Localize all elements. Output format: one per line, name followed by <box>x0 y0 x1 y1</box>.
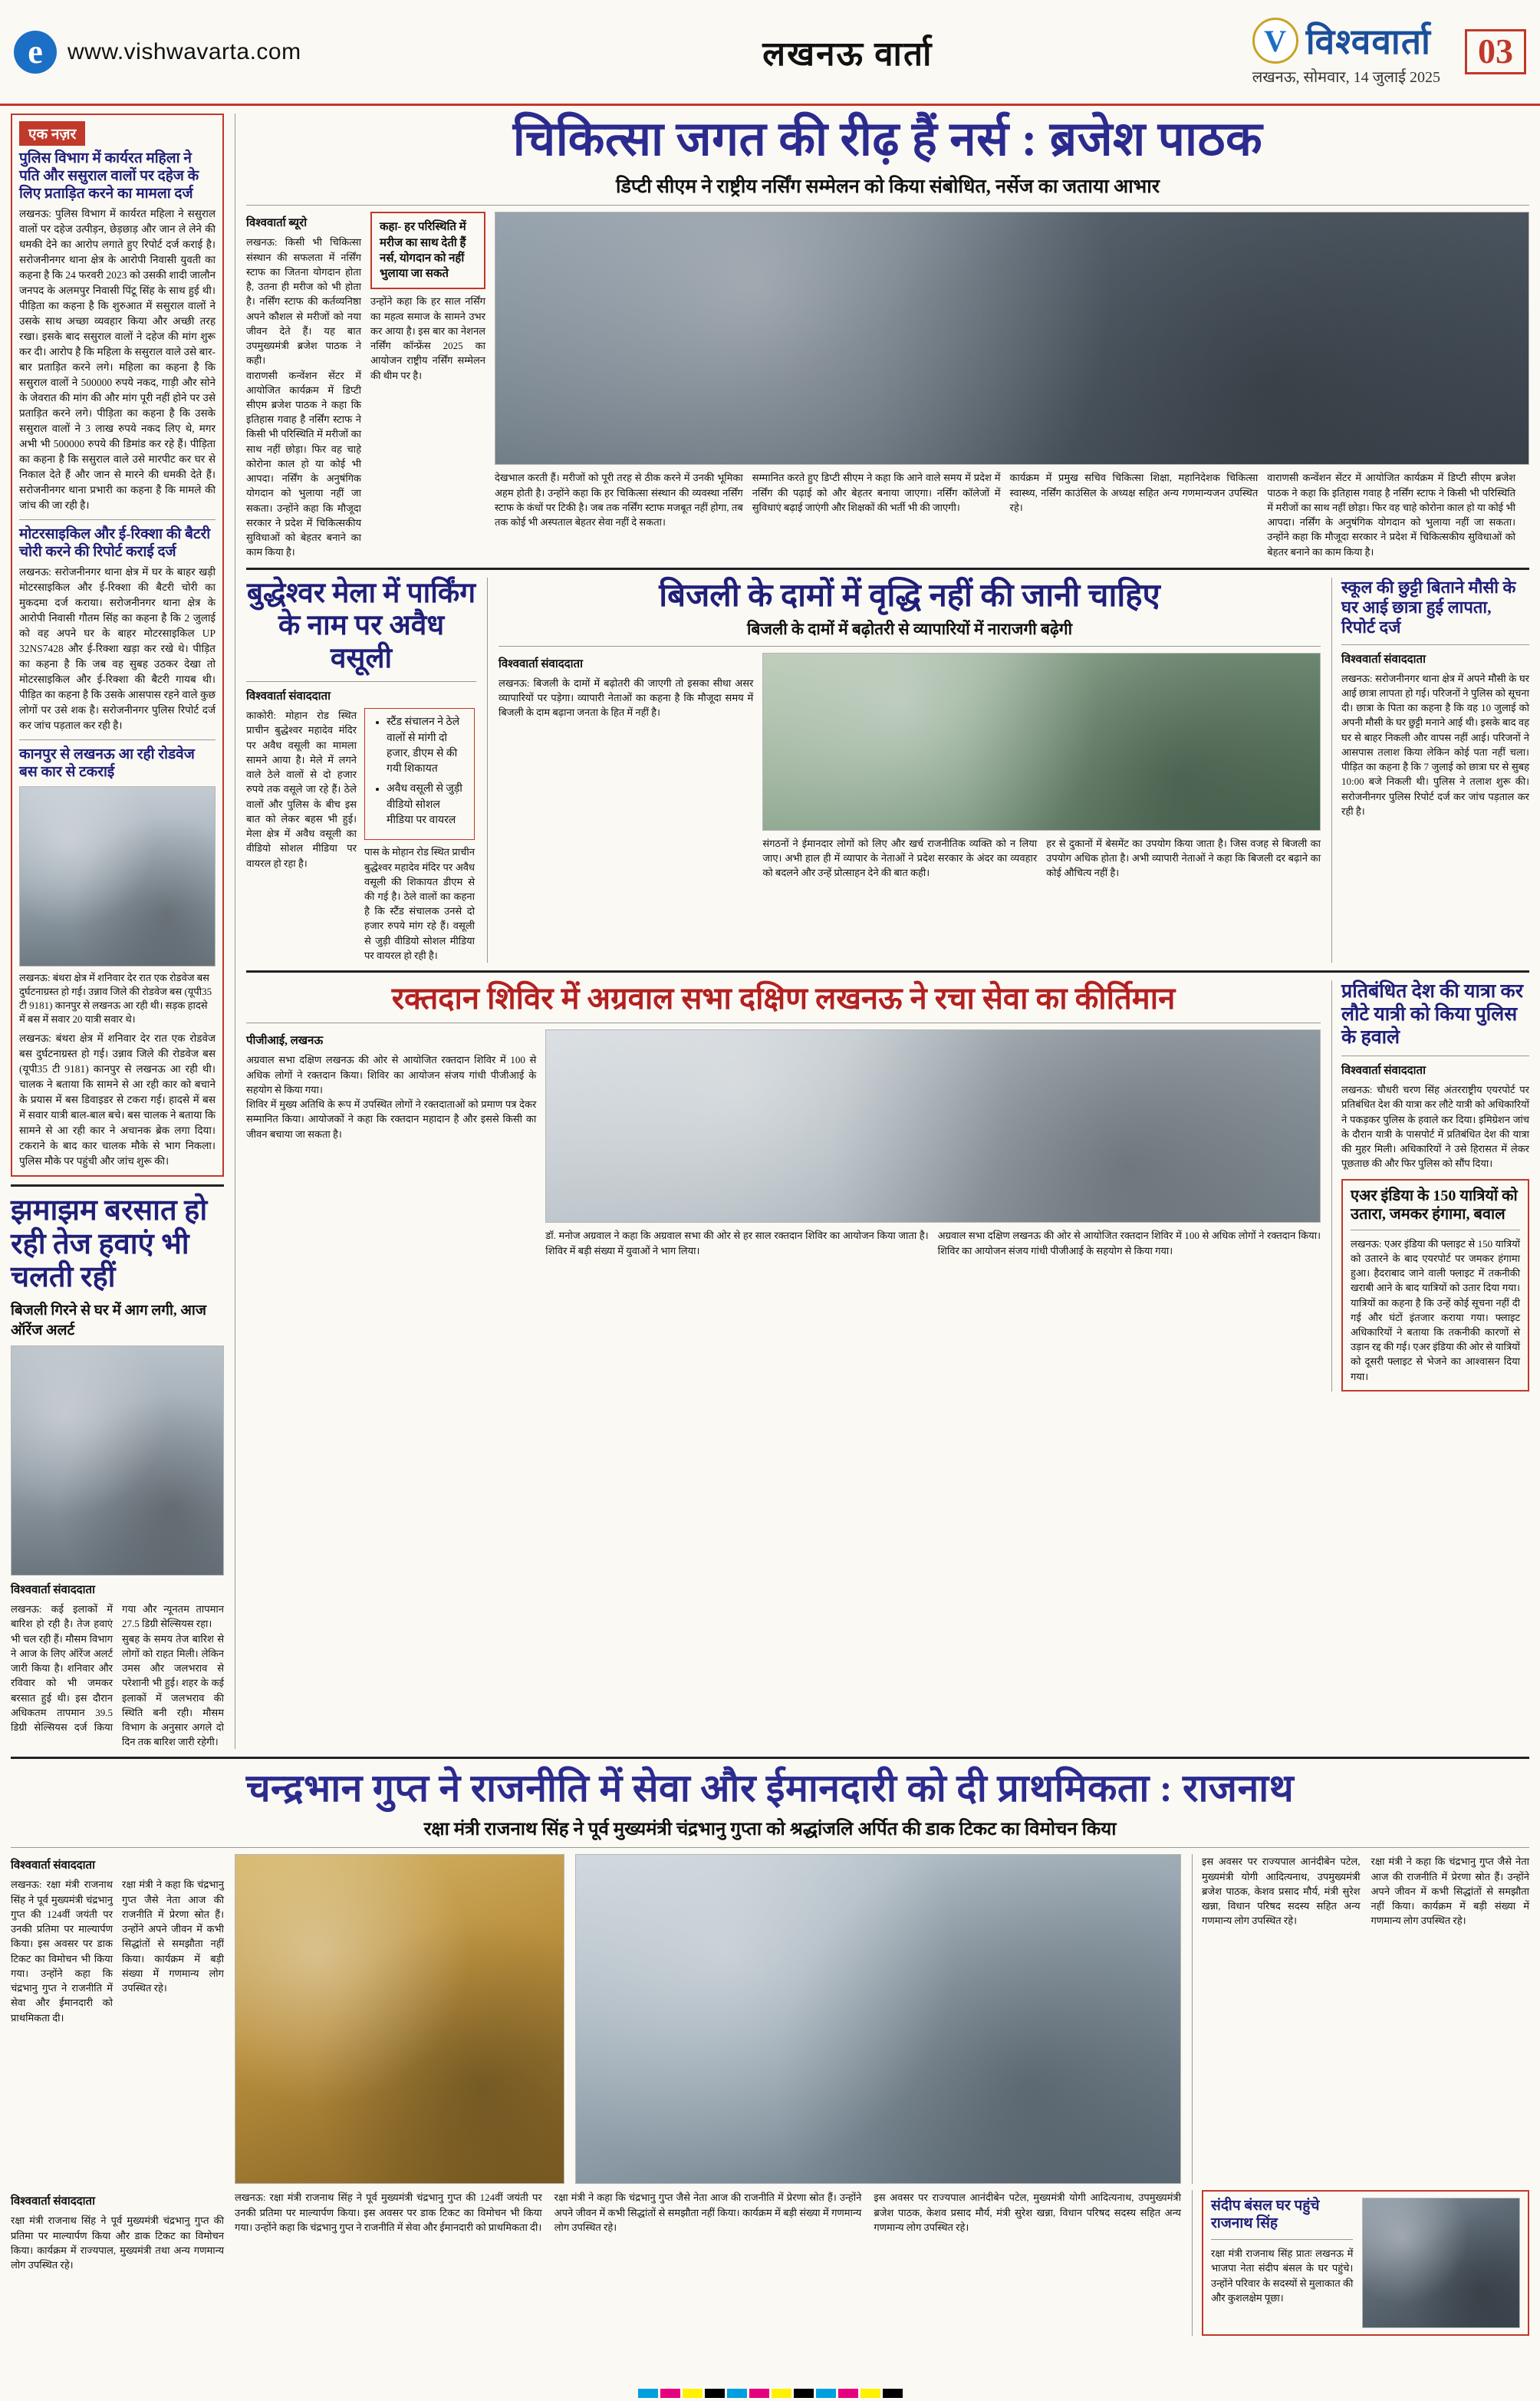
parking-col-1: पास के मोहान रोड स्थित प्राचीन बुद्धेश्वर महादेव मंदिर पर अवैध वसूली की शिकायत डीएम से की गई है। ठेले वालों का कहना है कि स्टैंड संचालक उनसे दो हजार रुपये मांग रहे हैं। वसूली से जुड़ी वीडियो सोशल मीडिया पर वायरल हो रही है। <box>364 846 475 961</box>
epaper-logo-icon: e <box>14 31 57 74</box>
bijli-col-1: संगठनों ने ईमानदार लोगों को लिए और खर्च राजनीतिक व्यक्ति को न लिया जाए। अभी हाल ही में व्यापार के नेताओं ने प्रदेश सरकार के अंदर का व्यवहार को बदलने और उन्हें प्रोत्साहन देने की बात कही। <box>762 837 1038 879</box>
sidebar-item-2-body: लखनऊ: बंथरा क्षेत्र में शनिवार देर रात एक रोडवेज बस दुर्घटनाग्रस्त हो गई। उन्नाव जिले की रोडवेज बस (यूपी35 टी 9181) कानपुर से लखनऊ आ रही थी। चालक ने बताया कि सामने से आ रही कार को बचाने के प्रयास में बस डिवाइडर से टकरा गई। हादसे में बस में सवार यात्री बाल-बाल बचे। बस चालक ने बताया कि सामने से आ रही कार ने अचानक ब्रेक लगा दिया। टकराने के बाद कार चालक मौके से भाग निकला। पुलिस मौके पर पहुंची और जांच शुरू की। <box>19 1033 216 1168</box>
traveller-headline[interactable]: प्रतिबंधित देश की यात्रा कर लौटे यात्री को किया पुलिस के हवाले <box>1341 981 1523 1049</box>
school-story <box>1331 578 1529 963</box>
sidebar-item-2-title[interactable]: कानपुर से लखनऊ आ रही रोडवेज बस कार से टकराई <box>19 746 195 780</box>
cmyk-swatch <box>816 2389 836 2398</box>
bijli-story <box>487 578 1321 963</box>
rajnath-story <box>11 1767 1529 2336</box>
brand-block <box>1252 17 1440 87</box>
rajnath-col-1: रक्षा मंत्री ने कहा कि चंद्रभानु गुप्त जैसे नेता आज की राजनीति में प्रेरणा स्रोत हैं। उन्होंने अपने जीवन में कभी सिद्धांतों से समझौता नहीं किया। कार्यक्रम में बड़ी संख्या में गणमान्य लोग उपस्थित रहे। <box>122 1879 224 1994</box>
rajnath-left-text <box>11 1854 224 2184</box>
sandeep-bansal-headline[interactable]: संदीप बंसल घर पहुंचे राजनाथ सिंह <box>1211 2198 1320 2232</box>
bus-accident-photo <box>19 786 216 967</box>
traveller-byline: विश्ववार्ता संवाददाता <box>1341 1065 1426 1078</box>
cmyk-swatch <box>883 2389 903 2398</box>
masthead <box>0 0 1540 106</box>
lead-col-5: कार्यक्रम में प्रमुख सचिव चिकित्सा शिक्षा, महानिदेशक चिकित्सा स्वास्थ्य, नर्सिंग काउंसिल के अध्यक्ष सहित अन्य गणमान्यजन उपस्थित रहे। <box>1009 472 1259 513</box>
rajnath-caption-byline: विश्ववार्ता संवाददाता <box>11 2195 95 2208</box>
rajnath-right-text <box>1192 1854 1529 2184</box>
rajnath-col-2: इस अवसर पर राज्यपाल आनंदीबेन पटेल, मुख्यमंत्री योगी आदित्यनाथ, उपमुख्यमंत्री ब्रजेश पाठक, केशव प्रसाद मौर्य, मंत्री सुरेश खन्ना, विधान परिषद सदस्य सहित अन्य गणमान्य लोग उपस्थित रहे। <box>1202 1856 1361 1927</box>
cmyk-swatch <box>683 2389 703 2398</box>
bijli-text-col <box>499 653 753 881</box>
statue-garland-photo <box>235 1854 564 2184</box>
school-headline[interactable]: स्कूल की छुट्टी बिताने मौसी के घर आई छात्रा हुई लापता, रिपोर्ट दर्ज <box>1341 577 1516 637</box>
edition-date: लखनऊ, सोमवार, 14 जुलाई 2025 <box>1252 69 1440 86</box>
rajnath-caption-col-0: लखनऊ: रक्षा मंत्री राजनाथ सिंह ने पूर्व मुख्यमंत्री चंद्रभानु गुप्त की 124वीं जयंती पर उनकी प्रतिमा पर माल्यार्पण किया। इस अवसर पर डाक टिकट का विमोचन भी किया गया। उन्होंने कहा कि चंद्रभानु गुप्त ने राजनीति में सेवा और ईमानदारी को प्राथमिकता दी। <box>235 2192 542 2233</box>
lead-col-1: वाराणसी कन्वेंशन सेंटर में आयोजित कार्यक्रम में डिप्टी सीएम ब्रजेश पाठक ने कहा कि इतिहास गवाह है नर्सिंग स्टाफ ने किसी भी परिस्थिति में मरीजों का साथ नहीं छोड़ा। फिर वह चाहे कोरोना काल हो या कोई भी आपदा। नर्सिंग के अनुषंगिक योगदान को भुलाया नहीं जा सकता। उन्होंने कहा कि मौजूदा सरकार ने प्रदेश में चिकित्सकीय सुविधाओं को बेहतर बनाने का काम किया है। <box>246 369 361 558</box>
school-body: लखनऊ: सरोजनीनगर थाना क्षेत्र में अपने मौसी के घर आई छात्रा लापता हो गई। परिजनों ने पुलिस को सूचना दी। छात्रा के पिता का कहना है कि वह 10 जुलाई को अपनी मौसी के घर छुट्टी मनाने आई थी। इसके बाद वह घर से बाहर निकली और वापस नहीं आई। परिजनों ने आसपास तलाश किया लेकिन कोई पता नहीं चला। पीड़ित का कहना है कि 7 जुलाई को छात्रा घर से सुबह 10:00 बजे निकली थी। पुलिस ने तलाश शुरू की। सरोजनीनगर पुलिस रिपोर्ट दर्ज कर जांच पड़ताल कर रही है। <box>1341 672 1529 817</box>
cmyk-swatch <box>838 2389 858 2398</box>
sidebar-item-0-body: लखनऊ: पुलिस विभाग में कार्यरत महिला ने ससुराल वालों पर दहेज उत्पीड़न, छेड़छाड़ और जान ले लेने की धमकी देने का आरोप लगाते हुए रिपोर्ट दर्ज कराई है। सरोजनीनगर थाना क्षेत्र के आरोपी निवासी युवती का कहना है कि 24 फरवरी 2023 को उसकी शादी जालौन जनपद के अलमपुर निवासी पिंटू सिंह के साथ हुई थी। पीड़िता का कहना है कि शुरुआत में ससुराल वालों ने उसके साथ अच्छा व्यवहार किया और अच्छी तरह रखा। इसके बाद ससुराल वालों ने दहेज की मांग शुरू कर दी। आरोप है कि महिला के ससुराल वाले उसे बार-बार प्रताड़ित करने लगे। महिला का कहना है कि ससुराल वालों ने 500000 रुपये नकद, गाड़ी और सोने के जेवरात की मांग की और मांग पूरी नहीं होने पर उसे प्रताड़ित करने लगे। पीड़िता का कहना है कि उसके ससुराल वालों ने 3 लाख रुपये नकद लिए थे, मगर अभी भी 500000 रुपये की डिमांड कर रहे हैं। पीड़िता का कहना है कि ससुराल वाले उसे मारपीट कर घर से निकाल देते हैं और जान से मारने की धमकी देते हैं। सरोजनीनगर थाना प्रभारी का कहना है कि मामले की जांच की जा रही है। <box>19 208 216 511</box>
rajnath-caption: रक्षा मंत्री राजनाथ सिंह ने पूर्व मुख्यमंत्री चंद्रभानु गुप्त की प्रतिमा पर माल्यार्पण किया और डाक टिकट का विमोचन किया। कार्यक्रम में राज्यपाल, मुख्यमंत्री तथा अन्य गणमान्य लोग उपस्थित रहे। <box>11 2215 224 2271</box>
rajnath-col-1b: रक्षा मंत्री ने कहा कि चंद्रभानु गुप्त जैसे नेता आज की राजनीति में प्रेरणा स्रोत हैं। उन्होंने अपने जीवन में कभी सिद्धांतों से समझौता नहीं किया। कार्यक्रम में बड़ी संख्या में गणमान्य लोग उपस्थित रहे। <box>1371 1856 1529 1927</box>
lead-story <box>246 114 1529 560</box>
bijli-photo-col <box>762 653 1321 881</box>
blood-col-0: अग्रवाल सभा दक्षिण लखनऊ की ओर से आयोजित रक्तदान शिविर में 100 से अधिक लोगों ने रक्तदान किया। शिविर का आयोजन संजय गांधी पीजीआई के सहयोग से किया गया। <box>246 1054 537 1095</box>
page-content <box>0 106 1540 2336</box>
air-india-headline[interactable]: एअर इंडिया के 150 यात्रियों को उतारा, जमकर हंगामा, बवाल <box>1351 1187 1518 1223</box>
lead-col-0: लखनऊ: किसी भी चिकित्सा संस्थान की सफलता में नर्सिंग स्टाफ का जितना योगदान होता है, उतना ही मरीज को भी होता है। नर्सिंग स्टाफ की कर्तव्यनिष्ठा अपने कौशल से मरीजों को नया जीवन देते हैं। यह बात उपमुख्यमंत्री ब्रजेश पाठक ने कही। <box>246 236 361 367</box>
blood-col-2: डॉ. मनोज अग्रवाल ने कहा कि अग्रवाल सभा की ओर से हर साल रक्तदान शिविर का आयोजन किया जाता है। शिविर में बड़ी संख्या में युवाओं ने भाग लिया। <box>545 1230 929 1256</box>
blood-byline: पीजीआई, लखनऊ <box>246 1035 324 1048</box>
blood-photo-col <box>545 1029 1321 1257</box>
lead-col-left <box>246 212 361 559</box>
masthead-right <box>1252 17 1526 87</box>
blood-col-0b: अग्रवाल सभा दक्षिण लखनऊ की ओर से आयोजित रक्तदान शिविर में 100 से अधिक लोगों ने रक्तदान किया। शिविर का आयोजन संजय गांधी पीजीआई के सहयोग से किया गया। <box>937 1230 1321 1256</box>
parking-story <box>246 578 476 963</box>
cmyk-swatch <box>772 2389 791 2398</box>
rain-headline[interactable]: झमाझम बरसात हो रही तेज हवाएं भी चलती रहीं <box>11 1194 208 1294</box>
lead-photo-col <box>495 212 1529 559</box>
sandeep-bansal-photo <box>1362 2198 1520 2328</box>
bijli-col-2: हर से दुकानों में बेसमेंट का उपयोग किया जाता है। जिस वजह से बिजली का उपयोग अधिक होता है। अभी व्यापारी नेताओं ने कहा कि बिजली दर बढ़ाने का कोई औचित्य नहीं है। <box>1046 837 1321 879</box>
blood-donation-photo <box>545 1029 1321 1223</box>
school-byline: विश्ववार्ता संवाददाता <box>1341 653 1426 666</box>
cmyk-registration-strip <box>0 2389 1540 2398</box>
website-url[interactable]: www.vishwavarta.com <box>67 38 301 64</box>
cmyk-swatch <box>749 2389 769 2398</box>
brand-v-icon: V <box>1252 18 1298 64</box>
parking-col-0: काकोरी: मोहान रोड स्थित प्राचीन बुद्धेश्वर महादेव मंदिर पर अवैध वसूली का मामला सामने आया है। मेले में लगने वाले ठेले वालों से दो हजार रुपये तक वसूले जा रहे हैं। ठेले वालों और पुलिस के बीच इस बात को लेकर बहस भी हुई। मेला क्षेत्र में अवैध वसूली का वीडियो सोशल मीडिया पर वायरल हो रहा है। <box>246 710 357 869</box>
rajnath-col-0: लखनऊ: रक्षा मंत्री राजनाथ सिंह ने पूर्व मुख्यमंत्री चंद्रभानु गुप्त की 124वीं जयंती पर उनकी प्रतिमा पर माल्यार्पण किया। इस अवसर पर डाक टिकट का विमोचन भी किया गया। उन्होंने कहा कि चंद्रभानु गुप्त ने राजनीति में सेवा और ईमानदारी को प्राथमिकता दी। <box>11 1879 113 2024</box>
cmyk-swatch <box>638 2389 658 2398</box>
rajnath-stage-photo <box>575 1854 1181 2184</box>
sandeep-bansal-body: रक्षा मंत्री राजनाथ सिंह प्रातः लखनऊ में भाजपा नेता संदीप बंसल के घर पहुंचे। उन्होंने परिवार के सदस्यों से मुलाकात की और कुशलक्षेम पूछा। <box>1211 2248 1354 2304</box>
masthead-left <box>14 31 443 74</box>
lead-col-5b: वाराणसी कन्वेंशन सेंटर में आयोजित कार्यक्रम में डिप्टी सीएम ब्रजेश पाठक ने कहा कि इतिहास गवाह है नर्सिंग स्टाफ ने किसी भी परिस्थिति में मरीजों का साथ नहीं छोड़ा। फिर वह चाहे कोरोना काल हो या कोई भी आपदा। नर्सिंग के अनुषंगिक योगदान को भुलाया नहीं जा सकता। उन्होंने कहा कि मौजूदा सरकार ने प्रदेश में चिकित्सकीय सुविधाओं को बेहतर बनाने का काम किया है। <box>1267 472 1515 558</box>
ek-nazar-label: एक नज़र <box>19 121 85 146</box>
main-column <box>235 114 1529 1749</box>
bus-accident-caption: लखनऊ: बंथरा क्षेत्र में शनिवार देर रात एक रोडवेज बस दुर्घटनाग्रस्त हो गई। उन्नाव जिले की रोडवेज बस (यूपी35 टी 9181) कानपुर से लखनऊ आ रही थी। सड़क हादसे में बस में सवार 20 यात्री सवार थे। <box>19 971 212 1026</box>
cmyk-swatch <box>705 2389 725 2398</box>
nursing-conference-photo <box>495 212 1529 465</box>
lead-quote-box: कहा- हर परिस्थिति में मरीज का साथ देती हैं नर्स, योगदान को नहीं भुलाया जा सकते <box>370 212 485 289</box>
lead-quote-col <box>370 212 485 559</box>
blood-col-1: शिविर में मुख्य अतिथि के रूप में उपस्थित लोगों ने रक्तदाताओं को प्रमाण पत्र देकर सम्मानित किया। आयोजकों ने कहा कि रक्तदान महादान है और इससे किसी का जीवन बचाया जा सकता है। <box>246 1098 537 1140</box>
lead-col-4: सम्मानित करते हुए डिप्टी सीएम ने कहा कि आने वाले समय में प्रदेश में नर्सिंग की पढ़ाई को और बेहतर बनाया जाएगा। नर्सिंग कॉलेजों में सुविधाएं बढ़ाई जाएंगी और शिक्षकों की भर्ती भी की जाएगी। <box>752 472 1001 513</box>
cmyk-swatch <box>794 2389 814 2398</box>
air-india-box <box>1341 1179 1529 1392</box>
bijli-byline: विश्ववार्ता संवाददाता <box>499 657 583 670</box>
parking-bullet-1: • अवैध वसूली से जुड़ी वीडियो सोशल मीडिया पर वायरल <box>387 782 466 828</box>
rain-byline: विश्ववार्ता संवाददाता <box>11 1584 95 1597</box>
rajnath-statue-photo-wrap <box>235 1854 564 2184</box>
lead-col-2: उन्होंने कहा कि हर साल नर्सिंग का महत्व समाज के सामने उभर कर आया है। इस बार का नेशनल नर्सिंग कॉन्फ्रेंस 2025 का आयोजन राष्ट्रीय नर्सिंग सम्मेलन की थीम पर है। <box>370 295 485 381</box>
blood-headline[interactable]: रक्तदान शिविर में अग्रवाल सभा दक्षिण लखनऊ ने रचा सेवा का कीर्तिमान <box>391 981 1176 1016</box>
blood-text-col <box>246 1029 536 1257</box>
parking-bullet-0: • स्टैंड संचालन ने ठेले वालों से मांगी दो हजार, डीएम से की गयी शिकायत <box>387 715 466 777</box>
sidebar-column <box>11 114 224 1749</box>
page-title: लखनऊ वार्ता <box>762 35 933 73</box>
traveller-body: लखनऊ: चौधरी चरण सिंह अंतरराष्ट्रीय एयरपोर्ट पर प्रतिबंधित देश की यात्रा कर लौटे यात्री को अधिकारियों ने पकड़कर पुलिस के हवाले कर दिया। इमिग्रेशन जांच के दौरान यात्री के पासपोर्ट में प्रतिबंधित देश की यात्रा की मुहर मिली। अधिकारियों ने उसे हिरासत में लेकर पूछताछ की और फिर पुलिस को सौंप दिया। <box>1341 1084 1529 1170</box>
traveller-column <box>1331 980 1529 1392</box>
bijli-subhead: बिजली के दामों में बढ़ोतरी से व्यापारियों में नाराजगी बढ़ेगी <box>746 619 1073 638</box>
sidebar-item-1-title[interactable]: मोटरसाइकिल और ई-रिक्शा की बैटरी चोरी करने की रिपोर्ट कराई दर्ज <box>19 525 211 560</box>
sandeep-bansal-box <box>1202 2190 1529 2336</box>
ek-nazar-box <box>11 114 224 1177</box>
lead-subhead: डिप्टी सीएम ने राष्ट्रीय नर्सिंग सम्मेलन को किया संबोधित, नर्सेज का जताया आभार <box>616 176 1160 198</box>
lead-byline: विश्ववार्ता ब्यूरो <box>246 217 308 230</box>
lead-headline[interactable]: चिकित्सा जगत की रीढ़ हैं नर्स : ब्रजेश पाठक <box>512 114 1263 166</box>
rajnath-caption-col-1: रक्षा मंत्री ने कहा कि चंद्रभानु गुप्त जैसे नेता आज की राजनीति में प्रेरणा स्रोत हैं। उन्होंने अपने जीवन में कभी सिद्धांतों से समझौता नहीं किया। कार्यक्रम में बड़ी संख्या में गणमान्य लोग उपस्थित रहे। <box>554 2192 862 2233</box>
rain-photo <box>11 1345 224 1576</box>
sidebar-item-1-body: लखनऊ: सरोजनीनगर थाना क्षेत्र में घर के बाहर खड़ी मोटरसाइकिल और ई-रिक्शा की बैटरी चोरी का मुकदमा दर्ज कराया। सरोजनीनगर थाना क्षेत्र के आरोपी निवासी गौतम सिंह का कहना है कि 2 जुलाई को वह अपने घर के बाहर मोटरसाइकिल UP 32NS7428 और ई-रिक्शा खड़ा कर रखे थे। पीड़ित का कहना है कि जब वह सुबह उठकर देखा तो मोटरसाइकिल और ई-रिक्शा की बैटरी गायब थी। पीड़ित का कहना है कि उसके आसपास रहने वाले कुछ लोगों पर उसे शक है। सरोजनीनगर पुलिस रिपोर्ट दर्ज कर जांच पड़ताल कर रही है। <box>19 566 216 732</box>
brand-name: विश्ववार्ता <box>1305 22 1431 61</box>
parking-byline: विश्ववार्ता संवाददाता <box>246 690 331 703</box>
bijli-col-0: लखनऊ: बिजली के दामों में बढ़ोतरी की जाएगी तो इसका सीधा असर व्यापारियों पर पड़ेगा। व्यापारी नेताओं का कहना है कि मौजूदा समय में बिजली के दाम बढ़ाना जनता के हित में नहीं है। <box>499 677 754 719</box>
lead-col-3: देखभाल करती हैं। मरीजों को पूरी तरह से ठीक करने में उनकी भूमिका अहम होती है। उन्होंने कहा कि हर चिकित्सा संस्थान की व्यवस्था नर्सिंग स्टाफ के कंधों पर टिकी है। जब तक नर्सिंग स्टाफ मजबूत नहीं होगा, तब तक कोई भी अस्पताल बेहतर सेवा नहीं दे सकता। <box>495 472 743 529</box>
cmyk-swatch <box>727 2389 747 2398</box>
parking-bullets <box>364 708 475 963</box>
sidebar-item-0-title[interactable]: पुलिस विभाग में कार्यरत महिला ने पति और ससुराल वालों पर दहेज के लिए प्रताड़ित करने का मामला दर्ज <box>19 150 199 202</box>
rain-col-1: सुबह के समय तेज बारिश से लोगों को राहत मिली। लेकिन उमस और जलभराव से परेशानी भी हुई। शहर के कई इलाकों में जलभराव की स्थिति बनी रही। मौसम विभाग के अनुसार अगले दो दिन तक बारिश जारी रहेगी। <box>122 1632 224 1748</box>
bijli-headline[interactable]: बिजली के दामों में वृद्धि नहीं की जानी चाहिए <box>659 578 1160 614</box>
rajnath-caption-col-2: इस अवसर पर राज्यपाल आनंदीबेन पटेल, मुख्यमंत्री योगी आदित्यनाथ, उपमुख्यमंत्री ब्रजेश पाठक, केशव प्रसाद मौर्य, मंत्री सुरेश खन्ना, विधान परिषद सदस्य सहित अन्य गणमान्य लोग उपस्थित रहे। <box>874 2192 1181 2233</box>
page-number-badge: 03 <box>1465 29 1526 74</box>
bijli-meeting-photo <box>762 653 1321 831</box>
rain-subhead: बिजली गिरने से घर में आग लगी, आज ऑरेंज अलर्ट <box>11 1303 206 1339</box>
rain-col-0: लखनऊ: कई इलाकों में बारिश हो रही है। तेज हवाएं भी चल रही हैं। मौसम विभाग ने आज के लिए ऑरेंज अलर्ट जारी किया है। शनिवार और रविवार को भी जमकर बरसात हुई थी। इस दौरान अधिकतम तापमान 39.5 डिग्री सेल्सियस दर्ज किया गया और न्यूनतम तापमान 27.5 डिग्री सेल्सियस रहा। <box>11 1603 224 1734</box>
rajnath-headline[interactable]: चन्द्रभान गुप्त ने राजनीति में सेवा और ईमानदारी को दी प्राथमिकता : राजनाथ <box>245 1767 1295 1810</box>
rajnath-subhead: रक्षा मंत्री राजनाथ सिंह ने पूर्व मुख्यमंत्री चंद्रभानु गुप्ता को श्रद्धांजलि अर्पित की डाक टिकट का विमोचन किया <box>423 1820 1117 1840</box>
cmyk-swatch <box>860 2389 880 2398</box>
rajnath-stage-photo-wrap <box>575 1854 1181 2184</box>
rajnath-byline: विश्ववार्ता संवाददाता <box>11 1859 95 1872</box>
blood-story <box>246 980 1321 1392</box>
air-india-body: लखनऊ: एअर इंडिया की फ्लाइट से 150 यात्रियों को उतारने के बाद एयरपोर्ट पर जमकर हंगामा हुआ। हैदराबाद जाने वाली फ्लाइट में तकनीकी खराबी आने के बाद यात्रियों को उतार दिया गया। यात्रियों का कहना है कि उन्हें कोई सूचना नहीं दी गई और घंटों इंतजार कराया गया। फ्लाइट अधिकारियों ने बताया कि तकनीकी कारणों से उड़ान रद्द की गई। एअर इंडिया की ओर से यात्रियों को दूसरी फ्लाइट से भेजने का आश्वासन दिया गया। <box>1351 1237 1520 1382</box>
cmyk-swatch <box>660 2389 680 2398</box>
parking-headline[interactable]: बुद्धेश्वर मेला में पार्किंग के नाम पर अवैध वसूली <box>246 577 476 674</box>
